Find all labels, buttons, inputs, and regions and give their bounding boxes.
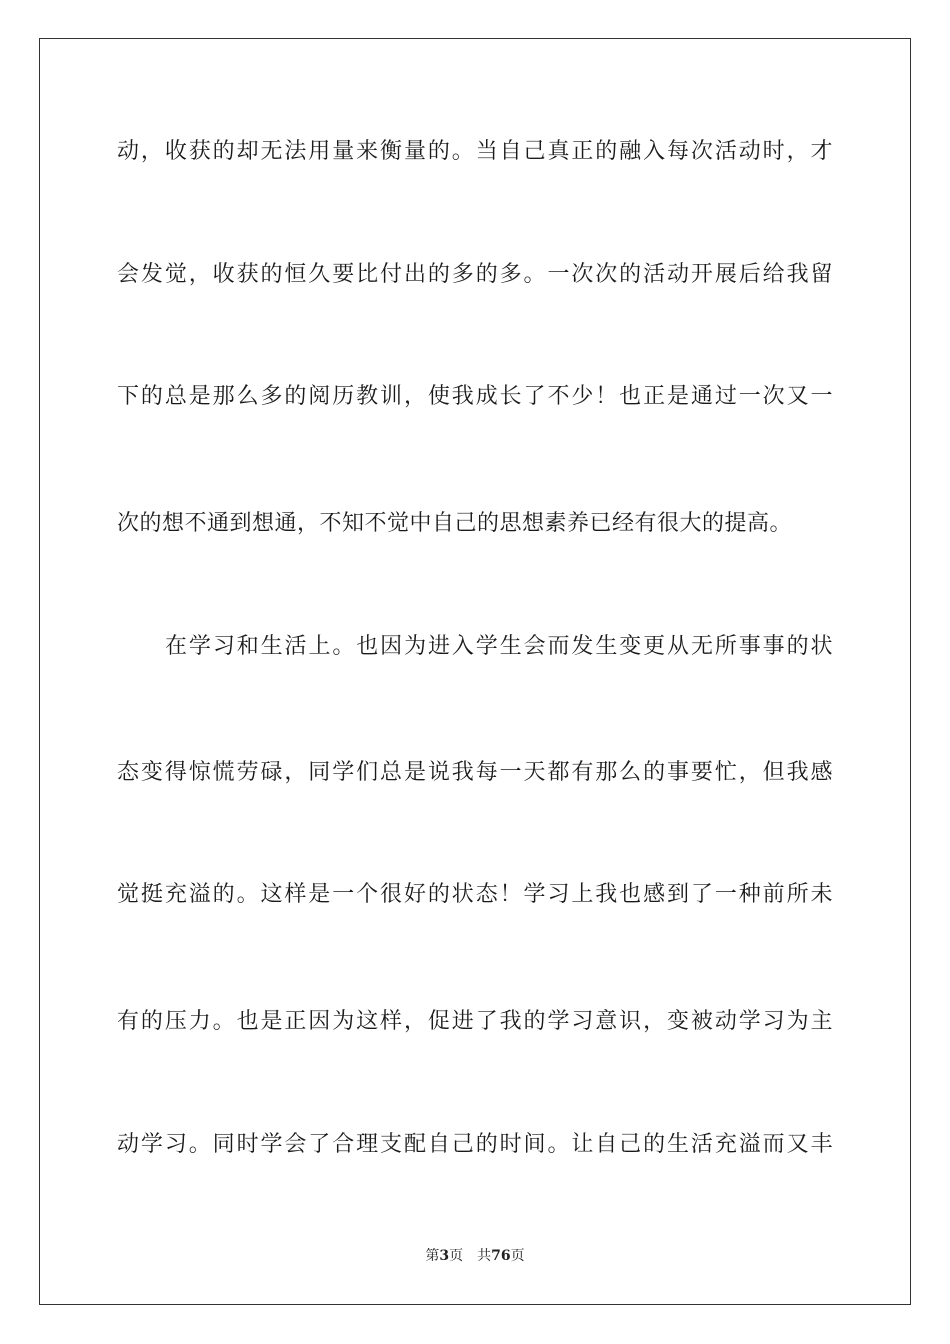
body-line-3: 下的总是那么多的阅历教训，使我成长了不少！也正是通过一次又一 [117, 384, 833, 409]
footer-total-pages: 76 [491, 1248, 511, 1264]
page-border [39, 38, 911, 1305]
body-line-6: 态变得惊慌劳碌，同学们总是说我每一天都有那么的事要忙，但我感 [117, 760, 833, 785]
footer-page-number: 3 [439, 1248, 450, 1264]
body-line-1: 动，收获的却无法用量来衡量的。当自己真正的融入每次活动时，才 [117, 139, 833, 164]
body-line-7: 觉挺充溢的。这样是一个很好的状态！学习上我也感到了一种前所未 [117, 882, 833, 907]
body-line-9: 动学习。同时学会了合理支配自己的时间。让自己的生活充溢而又丰 [117, 1132, 833, 1157]
body-line-8: 有的压力。也是正因为这样，促进了我的学习意识，变被动学习为主 [117, 1009, 833, 1034]
footer-total-prefix: 共 [477, 1248, 492, 1264]
footer-page-prefix: 第 [425, 1248, 440, 1264]
footer-total-suffix: 页 [510, 1248, 525, 1264]
footer-page-suffix: 页 [449, 1248, 464, 1264]
body-line-2: 会发觉，收获的恒久要比付出的多的多。一次次的活动开展后给我留 [117, 262, 833, 287]
body-line-4: 次的想不通到想通，不知不觉中自己的思想素养已经有很大的提高。 [117, 511, 793, 536]
page-footer [0, 1246, 950, 1266]
body-line-5-paragraph-start: 在学习和生活上。也因为进入学生会而发生变更从无所事事的状 [165, 634, 833, 659]
